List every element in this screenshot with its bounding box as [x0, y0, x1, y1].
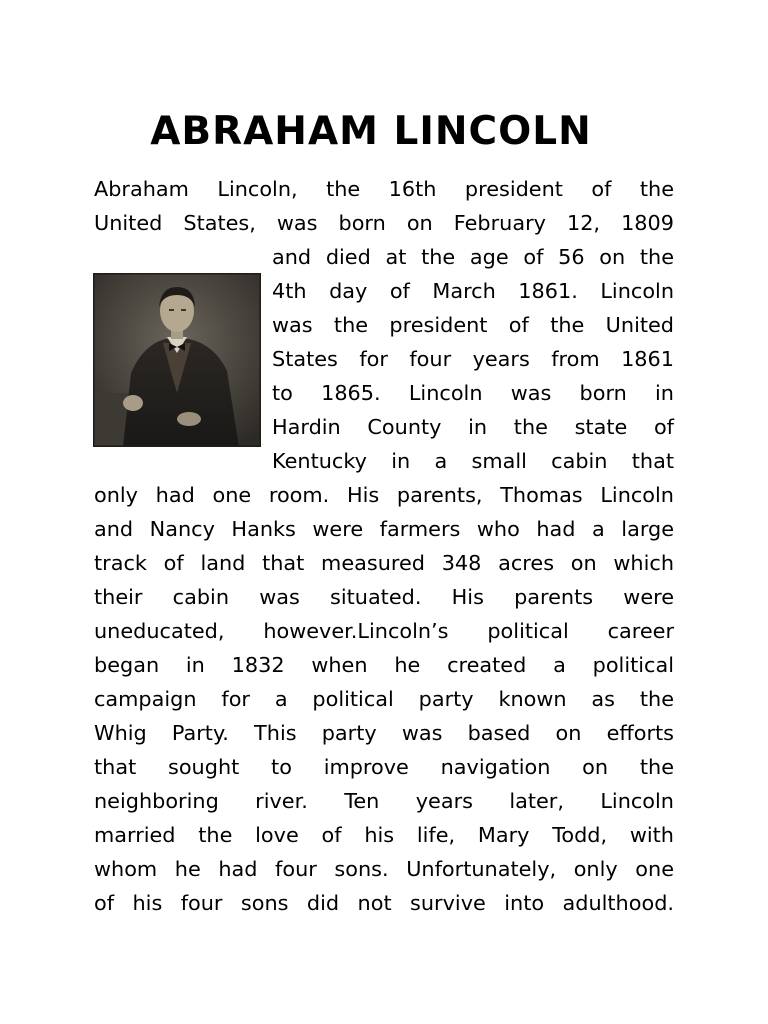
document-title: ABRAHAM LINCOLN	[150, 109, 592, 154]
body-line: only had one room. His parents, Thomas Lincoln	[94, 483, 674, 507]
body-line: began in 1832 when he created a political	[94, 653, 674, 677]
body-line: to 1865. Lincoln was born in	[272, 381, 674, 405]
body-line: married the love of his life, Mary Todd, with	[94, 823, 674, 847]
body-line: and Nancy Hanks were farmers who had a large	[94, 517, 674, 541]
body-line: United States, was born on February 12, 1809	[94, 211, 674, 235]
body-line: 4th day of March 1861. Lincoln	[272, 279, 674, 303]
body-line: neighboring river. Ten years later, Lincoln	[94, 789, 674, 813]
document-body	[94, 172, 674, 920]
body-line: Hardin County in the state of	[272, 415, 674, 439]
body-line: States for four years from 1861	[272, 347, 674, 371]
body-line: uneducated, however.Lincoln’s political career	[94, 619, 674, 643]
body-line: and died at the age of 56 on the	[272, 245, 674, 269]
body-line: their cabin was situated. His parents were	[94, 585, 674, 609]
body-line: Abraham Lincoln, the 16th president of the	[94, 177, 674, 201]
body-line: of his four sons did not survive into adulthood.	[94, 891, 674, 915]
body-line: whom he had four sons. Unfortunately, only one	[94, 857, 674, 881]
body-line: was the president of the United	[272, 313, 674, 337]
body-line: track of land that measured 348 acres on which	[94, 551, 674, 575]
body-line: Kentucky in a small cabin that	[272, 449, 674, 473]
body-line: that sought to improve navigation on the	[94, 755, 674, 779]
body-line: campaign for a political party known as the	[94, 687, 674, 711]
body-line: Whig Party. This party was based on efforts	[94, 721, 674, 745]
